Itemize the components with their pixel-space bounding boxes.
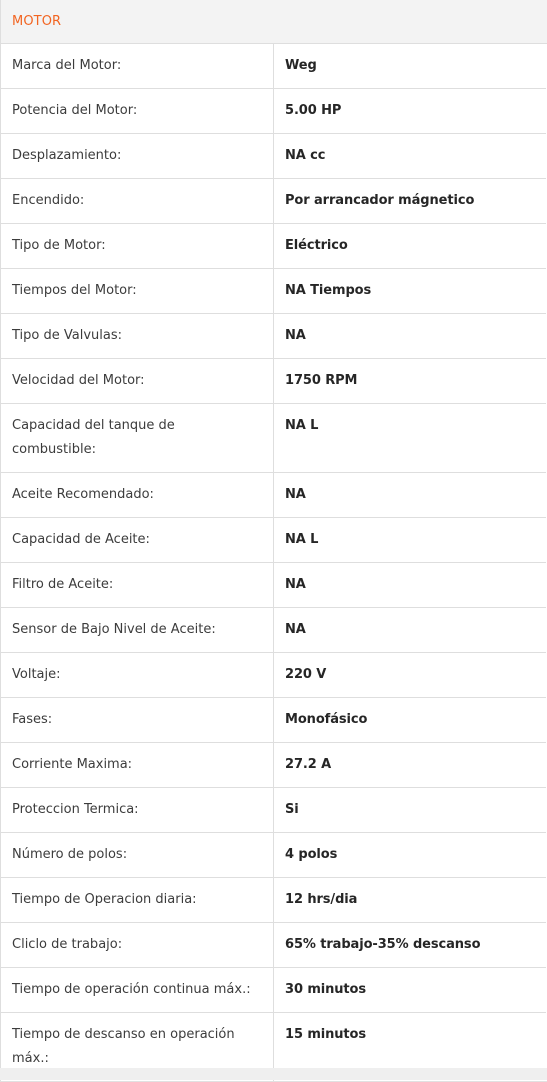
spec-label: Tiempo de descanso en operación máx.: [1,1013,274,1082]
spec-value: 27.2 A [274,743,547,788]
spec-label: Fases: [1,698,274,743]
spec-row [1,923,547,968]
spec-row [1,404,547,473]
spec-value: NA cc [274,134,547,179]
section-header-motor [0,0,547,44]
spec-value: NA [274,608,547,653]
spec-row [1,743,547,788]
spec-label: Tiempo de operación continua máx.: [1,968,274,1013]
spec-label: Tiempo de Operacion diaria: [1,878,274,923]
spec-label: Capacidad del tanque de combustible: [1,404,274,473]
spec-value: Monofásico [274,698,547,743]
spec-row [1,314,547,359]
spec-label: Desplazamiento: [1,134,274,179]
spec-value: 5.00 HP [274,89,547,134]
spec-value: NA L [274,518,547,563]
spec-label: Proteccion Termica: [1,788,274,833]
spec-row [1,89,547,134]
spec-label: Capacidad de Aceite: [1,518,274,563]
spec-value: NA [274,473,547,518]
spec-label: Voltaje: [1,653,274,698]
spec-label: Tiempos del Motor: [1,269,274,314]
spec-row [1,134,547,179]
spec-row [1,179,547,224]
spec-label: Filtro de Aceite: [1,563,274,608]
spec-label: Marca del Motor: [1,44,274,89]
spec-value: 30 minutos [274,968,547,1013]
spec-row [1,698,547,743]
spec-value: NA [274,314,547,359]
spec-row [1,473,547,518]
page-footer-band [0,1068,547,1080]
spec-value: 15 minutos [274,1013,547,1082]
spec-row [1,359,547,404]
spec-value: 12 hrs/dia [274,878,547,923]
spec-row [1,563,547,608]
spec-row [1,653,547,698]
spec-label: Encendido: [1,179,274,224]
spec-row [1,878,547,923]
spec-value: Eléctrico [274,224,547,269]
spec-label: Velocidad del Motor: [1,359,274,404]
spec-label: Corriente Maxima: [1,743,274,788]
spec-row [1,224,547,269]
spec-label: Sensor de Bajo Nivel de Aceite: [1,608,274,653]
spec-value: NA L [274,404,547,473]
spec-label: Potencia del Motor: [1,89,274,134]
spec-label: Tipo de Valvulas: [1,314,274,359]
spec-row [1,44,547,89]
spec-label: Aceite Recomendado: [1,473,274,518]
spec-label: Tipo de Motor: [1,224,274,269]
spec-value: Weg [274,44,547,89]
spec-row [1,833,547,878]
spec-value: 65% trabajo-35% descanso [274,923,547,968]
spec-row [1,269,547,314]
spec-value: 4 polos [274,833,547,878]
spec-row [1,608,547,653]
spec-label: Cliclo de trabajo: [1,923,274,968]
spec-value: NA Tiempos [274,269,547,314]
spec-row [1,518,547,563]
spec-value: 1750 RPM [274,359,547,404]
spec-value: 220 V [274,653,547,698]
spec-row [1,968,547,1013]
spec-value: NA [274,563,547,608]
spec-value: Si [274,788,547,833]
spec-label: Número de polos: [1,833,274,878]
spec-value: Por arrancador mágnetico [274,179,547,224]
spec-row [1,788,547,833]
spec-table [0,44,546,1081]
section-title: MOTOR [12,14,62,29]
